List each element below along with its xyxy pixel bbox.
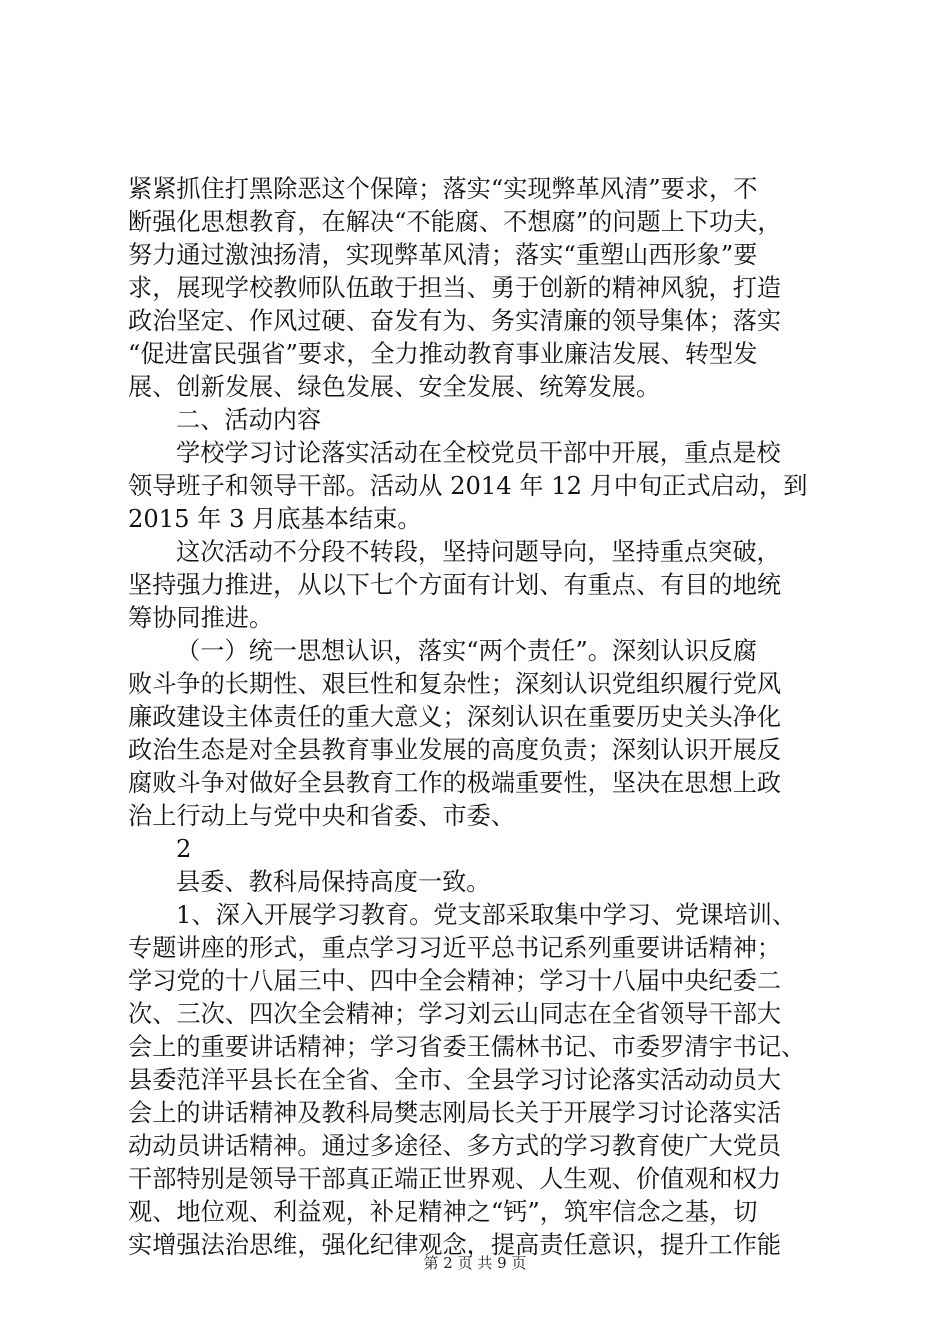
body-line-15: （一）统一思想认识，落实“两个责任”。深刻认识反腐 xyxy=(176,637,758,665)
body-line-5: 政治坚定、作风过硬、奋发有为、务实清廉的领导集体；落实 xyxy=(128,307,782,335)
body-line-27: 会上的重要讲话精神；学习省委王儒林书记、市委罗清宇书记、 xyxy=(128,1033,806,1061)
body-line-30: 动动员讲话精神。通过多途径、多方式的学习教育使广大党员 xyxy=(128,1132,782,1160)
body-line-7: 展、创新发展、绿色发展、安全发展、统筹发展。 xyxy=(128,373,661,401)
page-footer: 第 2 页 共 9 页 xyxy=(423,1254,527,1272)
body-line-24: 专题讲座的形式，重点学习习近平总书记系列重要讲话精神； xyxy=(128,934,782,962)
body-line-23: 1、深入开展学习教育。党支部采取集中学习、党课培训、 xyxy=(176,901,797,929)
body-line-20: 治上行动上与党中央和省委、市委、 xyxy=(128,802,516,830)
body-line-11: 2015 年 3 月底基本结束。 xyxy=(128,505,422,533)
body-line-19: 腐败斗争对做好全县教育工作的极端重要性，坚决在思想上政 xyxy=(128,769,782,797)
body-line-22: 县委、教科局保持高度一致。 xyxy=(176,868,491,896)
body-line-10: 领导班子和领导干部。活动从 2014 年 12 月中旬正式启动，到 xyxy=(128,472,808,500)
body-line-32: 观、地位观、利益观，补足精神之“钙”，筑牢信念之基，切 xyxy=(128,1198,758,1226)
body-line-1: 紧紧抓住打黑除恶这个保障；落实“实现弊革风清”要求，不 xyxy=(128,175,758,203)
body-line-18: 政治生态是对全县教育事业发展的高度负责；深刻认识开展反 xyxy=(128,736,782,764)
body-line-26: 次、三次、四次全会精神；学习刘云山同志在全省领导干部大 xyxy=(128,1000,782,1028)
body-line-33: 实增强法治思维，强化纪律观念，提高责任意识，提升工作能 xyxy=(128,1231,782,1259)
body-line-12: 这次活动不分段不转段，坚持问题导向，坚持重点突破， xyxy=(176,538,781,566)
body-line-9: 学校学习讨论落实活动在全校党员干部中开展，重点是校 xyxy=(176,439,781,467)
body-line-13: 坚持强力推进，从以下七个方面有计划、有重点、有目的地统 xyxy=(128,571,782,599)
body-line-16: 败斗争的长期性、艰巨性和复杂性；深刻认识党组织履行党风 xyxy=(128,670,782,698)
body-line-25: 学习党的十八届三中、四中全会精神；学习十八届中央纪委二 xyxy=(128,967,782,995)
body-line-2: 断强化思想教育，在解决“不能腐、不想腐”的问题上下功夫， xyxy=(128,208,782,236)
page-number-marker: 2 xyxy=(176,835,192,863)
body-line-4: 求，展现学校教师队伍敢于担当、勇于创新的精神风貌，打造 xyxy=(128,274,782,302)
body-line-28: 县委范洋平县长在全省、全市、全县学习讨论落实活动动员大 xyxy=(128,1066,782,1094)
body-line-6: “促进富民强省”要求，全力推动教育事业廉洁发展、转型发 xyxy=(128,340,758,368)
body-line-17: 廉政建设主体责任的重大意义；深刻认识在重要历史关头净化 xyxy=(128,703,782,731)
body-line-14: 筹协同推进。 xyxy=(128,604,274,632)
body-line-31: 干部特别是领导干部真正端正世界观、人生观、价值观和权力 xyxy=(128,1165,782,1193)
section-heading: 二、活动内容 xyxy=(176,406,322,434)
body-line-29: 会上的讲话精神及教科局樊志刚局长关于开展学习讨论落实活 xyxy=(128,1099,782,1127)
body-line-3: 努力通过激浊扬清，实现弊革风清；落实“重塑山西形象”要 xyxy=(128,241,758,269)
